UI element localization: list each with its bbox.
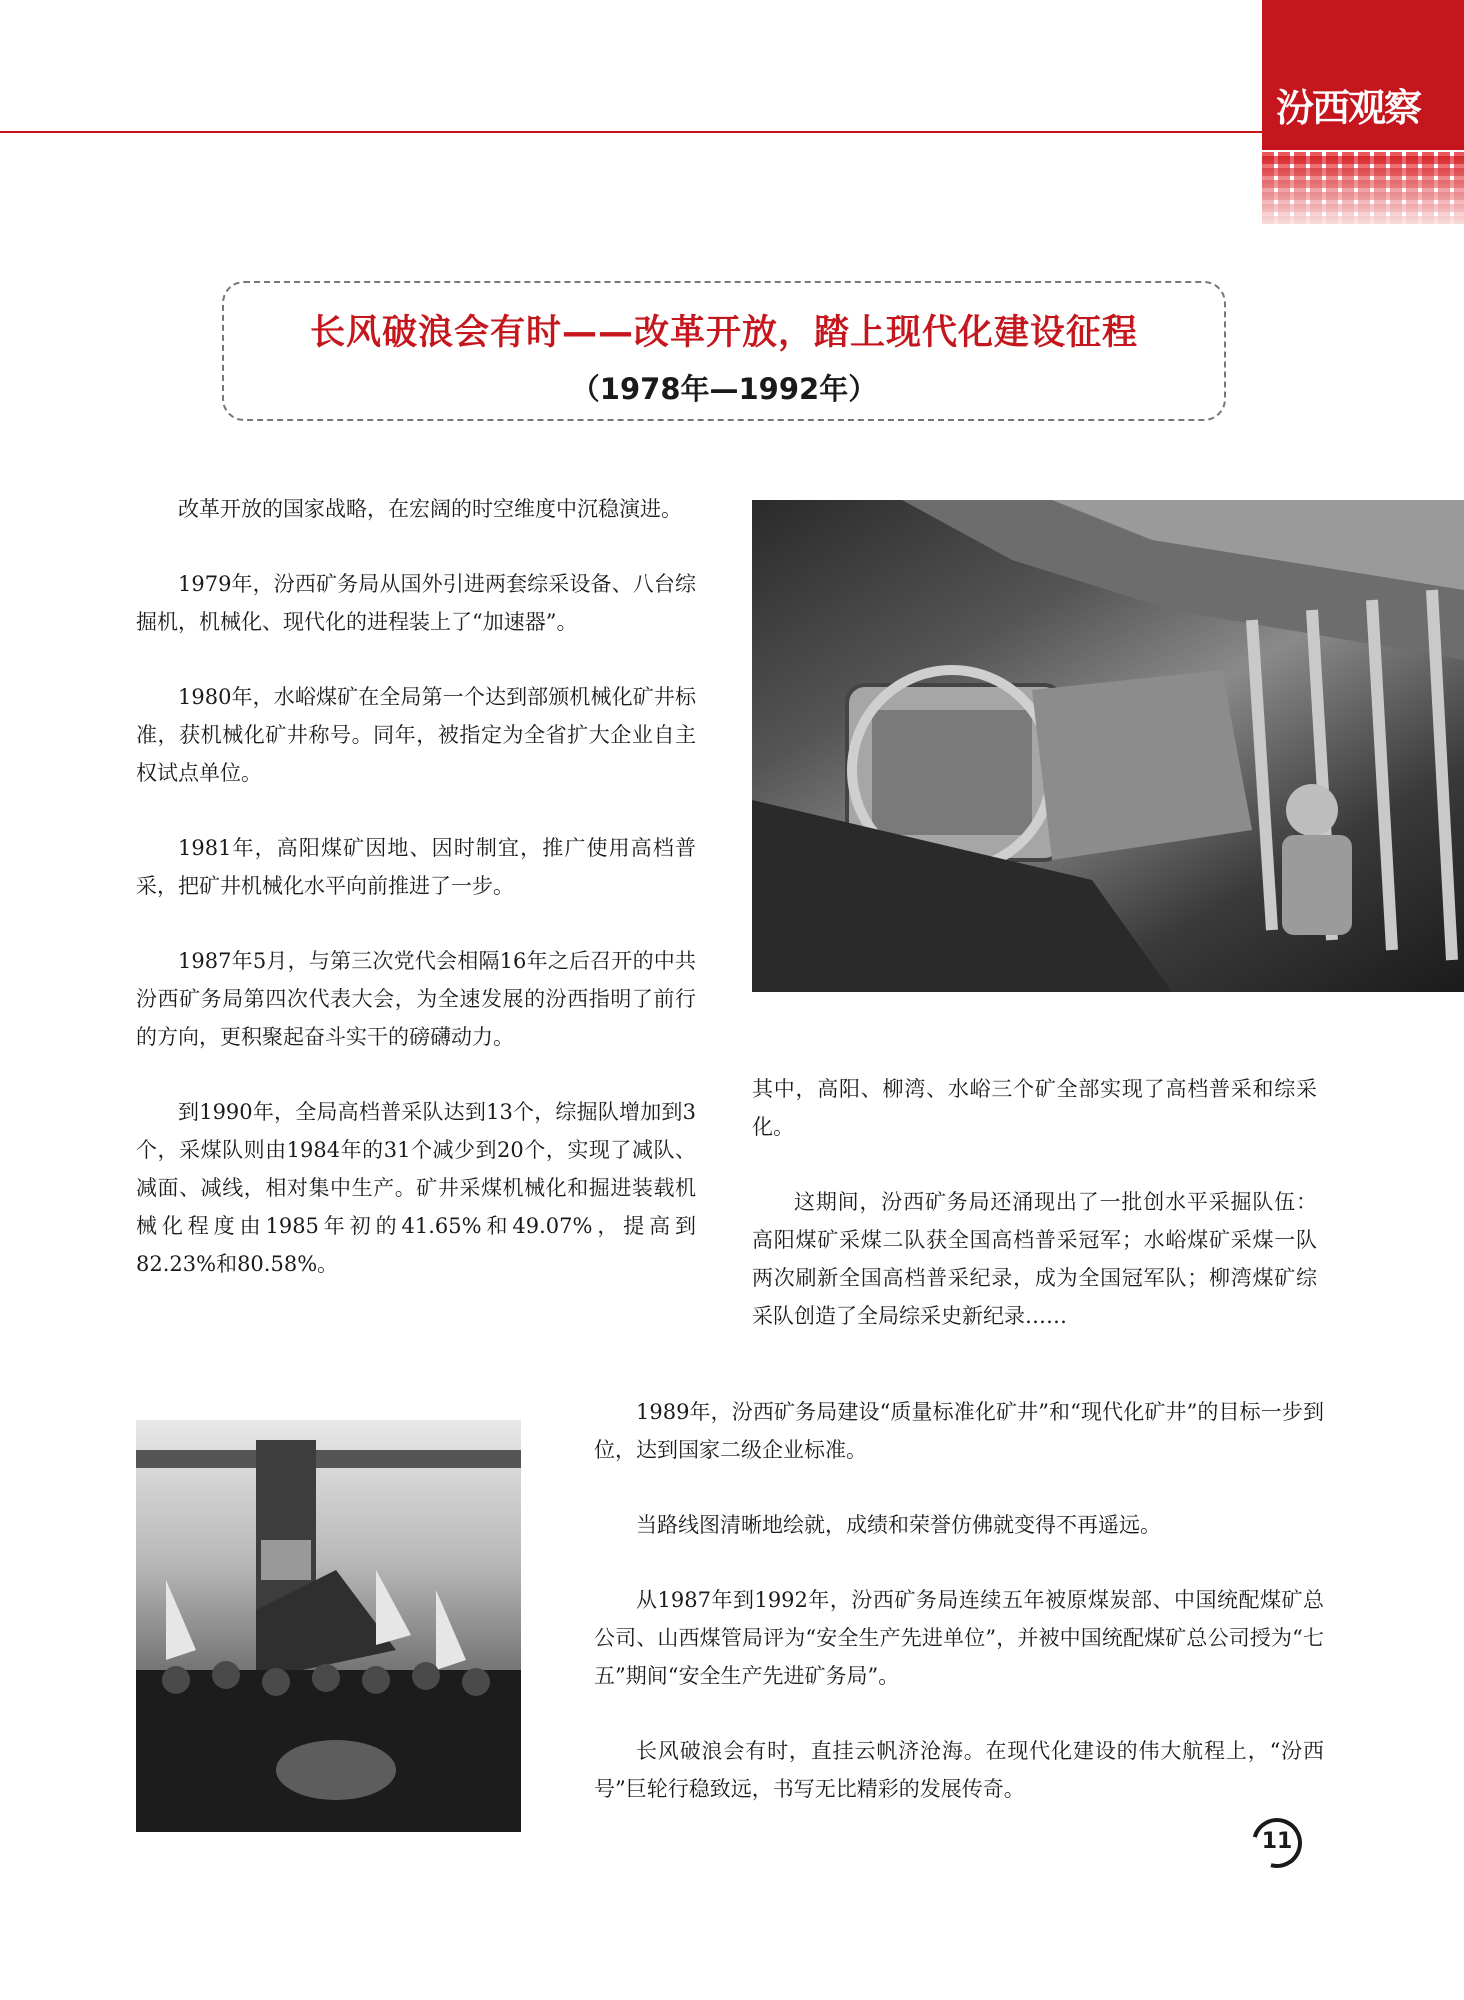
bottom-column [594,1393,1324,1845]
section-title-box [222,281,1226,421]
paragraph: 1981年，高阳煤矿因地、因时制宜，推广使用高档普采，把矿井机械化水平向前推进了一步。 [136,836,696,898]
paragraph: 改革开放的国家战略，在宏阔的时空维度中沉稳演进。 [178,497,682,521]
page-number [1252,1818,1306,1872]
page-number-text: 11 [1261,1829,1293,1854]
paragraph: 从1987年到1992年，汾西矿务局连续五年被原煤炭部、中国统配煤矿总公司、山西煤管局评为“安全生产先进单位”，并被中国统配煤矿总公司授为“七五”期间“安全生产先进矿务局”。 [594,1588,1324,1688]
paragraph: 1979年，汾西矿务局从国外引进两套综采设备、八台综掘机，机械化、现代化的进程装上了“加速器”。 [136,572,696,634]
brand-grid-pattern [1262,152,1464,224]
paragraph: 1987年5月，与第三次党代会相隔16年之后召开的中共汾西矿务局第四次代表大会，为全速发展的汾西指明了前行的方向，更积聚起奋斗实干的磅礴动力。 [136,949,696,1049]
brand-text: 汾西观察 [1276,86,1421,130]
ceremony-photo [136,1420,521,1832]
paragraph: 当路线图清晰地绘就，成绩和荣誉仿佛就变得不再遥远。 [636,1513,1161,1537]
paragraph: 到1990年，全局高档普采队达到13个，综掘队增加到3个，采煤队则由1984年的31个减少到20个，实现了减队、减面、减线，相对集中生产。矿井采煤机械化和掘进装载机械化程度由1985年初的41.65%和49.07%，提高到82.23%和80.58%。 [136,1100,696,1276]
paragraph: 这期间，汾西矿务局还涌现出了一批创水平采掘队伍：高阳煤矿采煤二队获全国高档普采冠军；水峪煤矿采煤一队两次刷新全国高档普采纪录，成为全国冠军队；柳湾煤矿综采队创造了全局综采史新纪录…… [752,1190,1317,1328]
right-column [752,1070,1317,1372]
paragraph: 长风破浪会有时，直挂云帆济沧海。在现代化建设的伟大航程上，“汾西号”巨轮行稳致远，书写无比精彩的发展传奇。 [594,1739,1324,1801]
paragraph: 1989年，汾西矿务局建设“质量标准化矿井”和“现代化矿井”的目标一步到位，达到国家二级企业标准。 [594,1400,1324,1462]
paragraph: 1980年，水峪煤矿在全局第一个达到部颁机械化矿井标准，获机械化矿井称号。同年，被指定为全省扩大企业自主权试点单位。 [136,685,696,785]
left-column [136,490,696,1320]
section-period: （1978年—1992年） [570,372,878,406]
brand-logo [1262,0,1464,225]
paragraph: 其中，高阳、柳湾、水峪三个矿全部实现了高档普采和综采化。 [752,1077,1317,1139]
section-title: 长风破浪会有时——改革开放，踏上现代化建设征程 [309,313,1138,353]
header-rule [0,131,1262,133]
mining-machine-photo [752,500,1464,992]
